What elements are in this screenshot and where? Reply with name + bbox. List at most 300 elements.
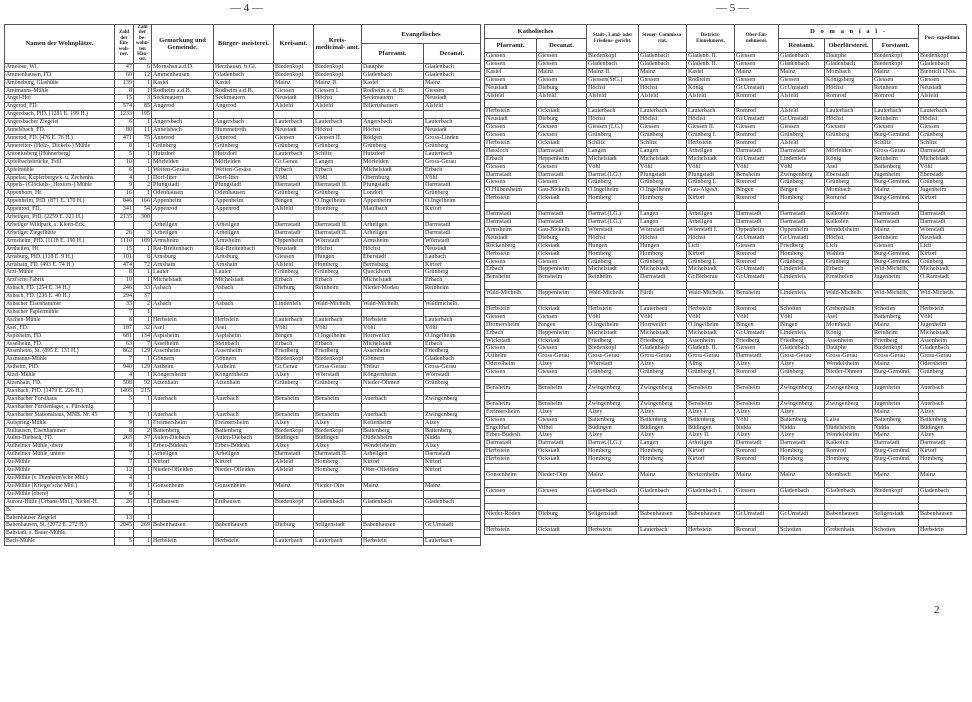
- right-cell: Gross-Gerau: [873, 147, 919, 155]
- left-cell: Aulen-Diebach, FD.: [5, 435, 115, 443]
- left-cell: Gladenbach: [362, 71, 424, 79]
- left-cell: Erbes-Büdesh.: [152, 443, 214, 451]
- left-cell: Kirtorf: [362, 459, 424, 467]
- right-cell: Michelstadt: [639, 155, 687, 163]
- left-cell: [314, 388, 362, 396]
- right-row: [485, 139, 967, 147]
- left-cell: Angersbacher Ziegelei: [5, 119, 115, 127]
- right-cell: Alsfeld: [639, 92, 687, 100]
- left-cell: Biedenkopf: [314, 71, 362, 79]
- right-cell: Mainz: [873, 408, 919, 416]
- left-cell: 5: [115, 538, 134, 546]
- left-row: [5, 261, 481, 269]
- left-cell: 265: [115, 435, 134, 443]
- right-cell: Nieder-Roden: [485, 511, 537, 519]
- right-cell: Assenheim: [825, 337, 873, 345]
- right-cell: Homberg: [779, 448, 825, 456]
- left-cell: Bingen: [274, 198, 314, 206]
- left-cell: Erdhausen: [152, 498, 214, 506]
- left-cell: Grünberg: [314, 380, 362, 388]
- right-cell: Zwingenberg: [587, 384, 639, 392]
- right-cell: Darmstadt: [735, 147, 779, 155]
- left-cell: Homberg: [314, 206, 362, 214]
- left-cell: [424, 388, 481, 396]
- right-cell: Giessen: [485, 76, 537, 84]
- right-cell: Erbach: [485, 266, 537, 274]
- left-cell: Gr.Gerau: [274, 158, 314, 166]
- right-cell: Mainz: [779, 471, 825, 479]
- right-cell: Gau-Bickelh.: [537, 187, 587, 195]
- right-cell: Darmstadt: [873, 440, 919, 448]
- left-cell: Odenhausen: [152, 190, 214, 198]
- header-districts: Districts- Einnehmerei.: [687, 25, 735, 53]
- left-cell: 341: [115, 206, 134, 214]
- left-cell: Nieder-Modau: [362, 285, 424, 293]
- right-cell: Seligenstadt: [873, 511, 919, 519]
- right-cell: [735, 282, 779, 290]
- right-cell: Armsheim: [485, 226, 537, 234]
- header-katholisches: Katholisches: [485, 25, 587, 39]
- right-cell: Schlitz: [639, 139, 687, 147]
- left-cell: 33: [134, 285, 152, 293]
- right-cell: Grünberg: [919, 369, 967, 377]
- left-cell: Alsfeld: [274, 103, 314, 111]
- right-cell: Assenheim: [687, 337, 735, 345]
- left-cell: [314, 403, 362, 411]
- left-cell: Grünberg: [152, 142, 214, 150]
- left-cell: 1: [134, 490, 152, 498]
- right-row: [485, 211, 967, 219]
- left-cell: Apfelbachsbrücke, Fstll.: [5, 158, 115, 166]
- left-cell: Gladenbach: [362, 498, 424, 506]
- right-cell: Schlitz: [919, 139, 967, 147]
- right-cell: Mainz: [873, 68, 919, 76]
- right-cell: Lauterbach: [825, 108, 873, 116]
- right-cell: Rockenberg: [485, 242, 537, 250]
- left-cell: 139: [115, 79, 134, 87]
- right-cell: Alzey: [639, 408, 687, 416]
- header-buergermeisterei: Bürger- meisterei.: [214, 25, 274, 64]
- left-cell: 7: [115, 308, 134, 316]
- right-cell: Vöhl: [779, 163, 825, 171]
- left-cell: Dorf-Itter: [152, 174, 214, 182]
- right-cell: Alzey: [779, 432, 825, 440]
- right-cell: Giessen: [537, 124, 587, 132]
- right-cell: [537, 495, 587, 503]
- right-cell: [639, 203, 687, 211]
- right-cell: Gr.Umstadt: [735, 511, 779, 519]
- left-cell: 846: [115, 198, 134, 206]
- left-cell: Arnshain: [152, 261, 214, 269]
- right-cell: [873, 464, 919, 472]
- right-cell: Alzey: [537, 408, 587, 416]
- right-cell: Nidda: [873, 424, 919, 432]
- right-cell: Reinheim: [873, 234, 919, 242]
- right-cell: Romrod: [735, 92, 779, 100]
- right-row: [485, 495, 967, 503]
- header-kath-pfarramt: Pfarramt.: [485, 39, 537, 53]
- right-cell: Erbach: [825, 266, 873, 274]
- right-cell: Mainz: [873, 226, 919, 234]
- left-row: [5, 514, 481, 522]
- right-cell: Alzey: [587, 408, 639, 416]
- left-cell: [424, 530, 481, 538]
- right-cell: Battenberg: [919, 416, 967, 424]
- left-cell: Wörrstadt: [424, 237, 481, 245]
- right-cell: Homberg: [587, 448, 639, 456]
- left-row: [5, 459, 481, 467]
- left-cell: 8: [115, 443, 134, 451]
- left-cell: Erbach: [424, 277, 481, 285]
- left-cell: 8: [115, 427, 134, 435]
- right-cell: Astheim: [485, 353, 537, 361]
- left-cell: 4: [115, 174, 134, 182]
- right-cell: Zwingenberg: [639, 400, 687, 408]
- right-cell: Fürth: [639, 290, 687, 298]
- right-cell: König: [825, 329, 873, 337]
- left-cell: 1233: [115, 111, 134, 119]
- left-cell: [362, 388, 424, 396]
- left-cell: Asel, FD.: [5, 324, 115, 332]
- right-cell: Bensheim: [687, 400, 735, 408]
- left-cell: 1: [134, 356, 152, 364]
- left-cell: Köngernheim: [152, 372, 214, 380]
- left-cell: Grünberg: [274, 269, 314, 277]
- right-row: [485, 234, 967, 242]
- left-cell: Wald-Michelb.: [362, 301, 424, 309]
- left-cell: Arheilgen: [152, 221, 214, 229]
- right-cell: Herbstein: [687, 527, 735, 535]
- right-cell: Biedenkopf: [873, 487, 919, 495]
- right-cell: Alzey: [639, 432, 687, 440]
- right-cell: Pfungstadt: [687, 171, 735, 179]
- left-cell: [214, 308, 274, 316]
- right-cell: [687, 392, 735, 400]
- left-cell: [424, 214, 481, 222]
- right-cell: [919, 479, 967, 487]
- right-cell: Asel: [825, 163, 873, 171]
- right-cell: [873, 377, 919, 385]
- left-cell: Ammenhausen, FD.: [5, 71, 115, 79]
- left-cell: Maulbach: [362, 206, 424, 214]
- left-cell: Amelose, Wl.: [5, 63, 115, 71]
- left-cell: Auerbacher Stationshaus, MNB. Nr. 45: [5, 411, 115, 419]
- right-cell: Alzey: [537, 432, 587, 440]
- right-cell: [919, 392, 967, 400]
- left-cell: Neustadt: [424, 127, 481, 135]
- left-cell: Alsfeld: [274, 467, 314, 475]
- left-cell: Arheilgen: [362, 221, 424, 229]
- right-cell: Nidda: [779, 424, 825, 432]
- left-cell: [362, 214, 424, 222]
- right-cell: O.Hilbersheim: [485, 187, 537, 195]
- right-cell: Darmstadt: [779, 147, 825, 155]
- right-cell: Auerbach: [919, 400, 967, 408]
- left-cell: Dieburg: [274, 285, 314, 293]
- left-cell: Alsfeld: [274, 459, 314, 467]
- left-cell: [314, 214, 362, 222]
- right-cell: Vöhl: [687, 163, 735, 171]
- left-cell: Pfungstadt: [362, 182, 424, 190]
- right-cell: Burg-Gemünd.: [873, 179, 919, 187]
- right-cell: [873, 503, 919, 511]
- right-cell: Giessen: [537, 369, 587, 377]
- left-row: [5, 95, 481, 103]
- left-cell: Lauterbach: [274, 119, 314, 127]
- right-cell: [735, 479, 779, 487]
- left-cell: Obernburg: [362, 174, 424, 182]
- right-cell: [873, 479, 919, 487]
- left-cell: Annelsbach: [152, 127, 214, 135]
- right-cell: Büdingen: [687, 424, 735, 432]
- left-cell: Babenhausen: [362, 522, 424, 530]
- left-cell: [152, 308, 214, 316]
- left-cell: 4: [115, 372, 134, 380]
- right-cell: Battenberg: [687, 416, 735, 424]
- left-cell: Wendelsheim: [362, 443, 424, 451]
- right-cell: [825, 495, 873, 503]
- right-cell: Battenberg: [873, 313, 919, 321]
- left-cell: Grünberg: [214, 142, 274, 150]
- right-row: [485, 416, 967, 424]
- left-row: [5, 71, 481, 79]
- left-cell: [314, 530, 362, 538]
- right-cell: Höchst: [919, 116, 967, 124]
- left-cell: [424, 514, 481, 522]
- left-cell: [134, 506, 152, 514]
- right-cell: Hungen: [639, 242, 687, 250]
- left-cell: Angerod: [214, 103, 274, 111]
- left-cell: Lauter: [214, 269, 274, 277]
- left-cell: [214, 514, 274, 522]
- right-cell: Gross-Gerau: [537, 353, 587, 361]
- header-name: Namen der Wohnplätze.: [5, 25, 115, 64]
- left-cell: Köngernheim: [362, 372, 424, 380]
- right-cell: Ockstadt: [537, 242, 587, 250]
- right-cell: [779, 392, 825, 400]
- right-cell: Mombach: [825, 68, 873, 76]
- left-cell: Appenheim: [362, 198, 424, 206]
- right-cell: Gross-Gerau: [639, 353, 687, 361]
- right-cell: Heppenheim: [537, 329, 587, 337]
- right-cell: [639, 503, 687, 511]
- right-cell: [735, 203, 779, 211]
- left-cell: Lauterbach: [314, 538, 362, 546]
- left-cell: Gr.Gerau: [274, 364, 314, 372]
- header-ober-einnehmerei: Ober-Ein- nehmerei.: [735, 25, 779, 53]
- right-cell: Romrod: [735, 527, 779, 535]
- right-cell: Homberg: [919, 456, 967, 464]
- left-row: [5, 340, 481, 348]
- right-cell: Heppenheim: [537, 155, 587, 163]
- right-cell: Homberg: [825, 456, 873, 464]
- right-cell: Alzey: [779, 361, 825, 369]
- right-cell: [873, 298, 919, 306]
- right-cell: Michelstadt: [587, 329, 639, 337]
- right-cell: Dieburg: [537, 116, 587, 124]
- left-cell: Battenberg: [152, 427, 214, 435]
- right-cell: [537, 519, 587, 527]
- right-row: [485, 258, 967, 266]
- right-cell: Giessen: [537, 345, 587, 353]
- right-row: [485, 471, 967, 479]
- right-cell: [735, 495, 779, 503]
- right-cell: Romrod: [735, 179, 779, 187]
- right-cell: [587, 298, 639, 306]
- left-row: [5, 127, 481, 135]
- right-cell: Vöhl: [919, 163, 967, 171]
- right-cell: [735, 298, 779, 306]
- left-cell: Armsheim: [152, 237, 214, 245]
- left-row: [5, 142, 481, 150]
- right-cell: Höchst: [639, 116, 687, 124]
- right-cell: Grünberg: [639, 179, 687, 187]
- right-cell: Battenberg: [779, 416, 825, 424]
- right-cell: Neustadt: [485, 84, 537, 92]
- left-row: [5, 356, 481, 364]
- left-cell: Auerbacher Fürstenlager, s. Fürstenlg.: [5, 403, 115, 411]
- right-row: [485, 400, 967, 408]
- right-cell: Kirtorf: [919, 195, 967, 203]
- left-cell: 92: [134, 380, 152, 388]
- header-oberfoersterei: Oberförsterei.: [825, 39, 873, 53]
- left-row: [5, 190, 481, 198]
- left-cell: Herzhausn. b.Gl.: [214, 63, 274, 71]
- left-cell: Aschen-Mühle: [5, 316, 115, 324]
- right-cell: Darmstadt: [735, 353, 779, 361]
- right-cell: Giessen: [537, 132, 587, 140]
- right-cell: Düdelsheim: [825, 424, 873, 432]
- right-cell: Wahlen: [825, 250, 873, 258]
- left-cell: Appenheim: [214, 198, 274, 206]
- right-cell: Giessen: [485, 124, 537, 132]
- left-cell: [274, 506, 314, 514]
- right-cell: Lindenfels: [779, 266, 825, 274]
- left-cell: Herbstein: [214, 538, 274, 546]
- right-cell: Vöhl: [919, 313, 967, 321]
- right-cell: Ockstadt: [537, 108, 587, 116]
- left-cell: [134, 221, 152, 229]
- right-cell: [919, 377, 967, 385]
- right-cell: Langen: [587, 147, 639, 155]
- left-cell: Reinheim: [424, 285, 481, 293]
- right-cell: Giessen: [779, 76, 825, 84]
- right-row: [485, 163, 967, 171]
- left-cell: Gladenbach: [424, 71, 481, 79]
- left-cell: [362, 293, 424, 301]
- left-cell: Alzey: [274, 443, 314, 451]
- right-cell: Wald-Michelb.: [485, 290, 537, 298]
- left-cell: Reinheim: [314, 285, 362, 293]
- right-cell: Bensheim: [537, 274, 587, 282]
- right-cell: Herbstein: [587, 527, 639, 535]
- right-cell: Schotten: [779, 305, 825, 313]
- right-cell: Giessen: [779, 124, 825, 132]
- right-cell: Giessen(StG.): [587, 76, 639, 84]
- right-cell: Burg-Gemünd.: [873, 195, 919, 203]
- left-cell: 195: [134, 111, 152, 119]
- left-cell: Neustadt: [274, 245, 314, 253]
- left-row: [5, 119, 481, 127]
- right-cell: [825, 282, 873, 290]
- left-cell: Arheilgen: [214, 221, 274, 229]
- right-cell: Höchst: [639, 84, 687, 92]
- left-row: [5, 435, 481, 443]
- right-cell: Herbstein: [687, 139, 735, 147]
- left-cell: Alsfeld: [314, 103, 362, 111]
- right-row: [485, 76, 967, 84]
- right-cell: Grünberg: [825, 132, 873, 140]
- right-cell: Bingen: [779, 321, 825, 329]
- right-cell: [485, 464, 537, 472]
- left-cell: Lauterbach: [424, 538, 481, 546]
- right-cell: Neustadt: [485, 234, 537, 242]
- right-cell: O.Ingelheim: [587, 321, 639, 329]
- right-cell: Mainz: [587, 471, 639, 479]
- right-cell: Rodheim: [687, 76, 735, 84]
- left-row: [5, 79, 481, 87]
- left-cell: Weiten-Gesäss: [152, 166, 214, 174]
- right-cell: Lauterbach: [639, 527, 687, 535]
- right-cell: Vilbel: [537, 424, 587, 432]
- right-cell: Mainz: [639, 471, 687, 479]
- right-cell: Erbach: [485, 329, 537, 337]
- left-cell: Asbach: [152, 285, 214, 293]
- right-cell: [825, 392, 873, 400]
- left-row: [5, 308, 481, 316]
- left-row: [5, 182, 481, 190]
- right-cell: Grünberg I.: [687, 258, 735, 266]
- right-cell: Wörrstadt: [919, 226, 967, 234]
- right-cell: Giessen: [485, 163, 537, 171]
- left-cell: [314, 308, 362, 316]
- left-cell: Auerbach: [362, 395, 424, 403]
- right-cell: Giessen II.: [687, 124, 735, 132]
- left-cell: 26: [115, 229, 134, 237]
- right-cell: [735, 100, 779, 108]
- left-cell: [274, 490, 314, 498]
- right-cell: Lauterbach: [639, 305, 687, 313]
- left-cell: [362, 403, 424, 411]
- left-cell: Lauterbach: [274, 150, 314, 158]
- right-cell: Gross-Gerau: [587, 353, 639, 361]
- right-cell: Darmstadt: [779, 211, 825, 219]
- left-cell: 101: [115, 253, 134, 261]
- left-cell: Battenberg: [424, 427, 481, 435]
- left-cell: 574: [115, 103, 134, 111]
- right-cell: Gr.Umstadt: [735, 266, 779, 274]
- left-cell: Horrweiler: [362, 332, 424, 340]
- left-cell: Billertshausen: [362, 103, 424, 111]
- right-cell: Lindenfels: [779, 155, 825, 163]
- right-cell: [587, 479, 639, 487]
- left-row: [5, 237, 481, 245]
- right-cell: Höchst: [687, 116, 735, 124]
- right-cell: Seligenstadt: [587, 511, 639, 519]
- right-cell: Giessen: [873, 242, 919, 250]
- right-cell: Darmstadt: [485, 219, 537, 227]
- left-cell: Grünberg: [424, 190, 481, 198]
- left-cell: [424, 403, 481, 411]
- right-cell: Darmst.(LG.): [587, 440, 639, 448]
- right-row: [485, 432, 967, 440]
- left-cell: Erbach: [314, 340, 362, 348]
- left-cell: Darmstadt II.: [314, 229, 362, 237]
- right-row: [485, 503, 967, 511]
- right-row: [485, 242, 967, 250]
- left-row: [5, 301, 481, 309]
- right-cell: Biedenkopf: [873, 345, 919, 353]
